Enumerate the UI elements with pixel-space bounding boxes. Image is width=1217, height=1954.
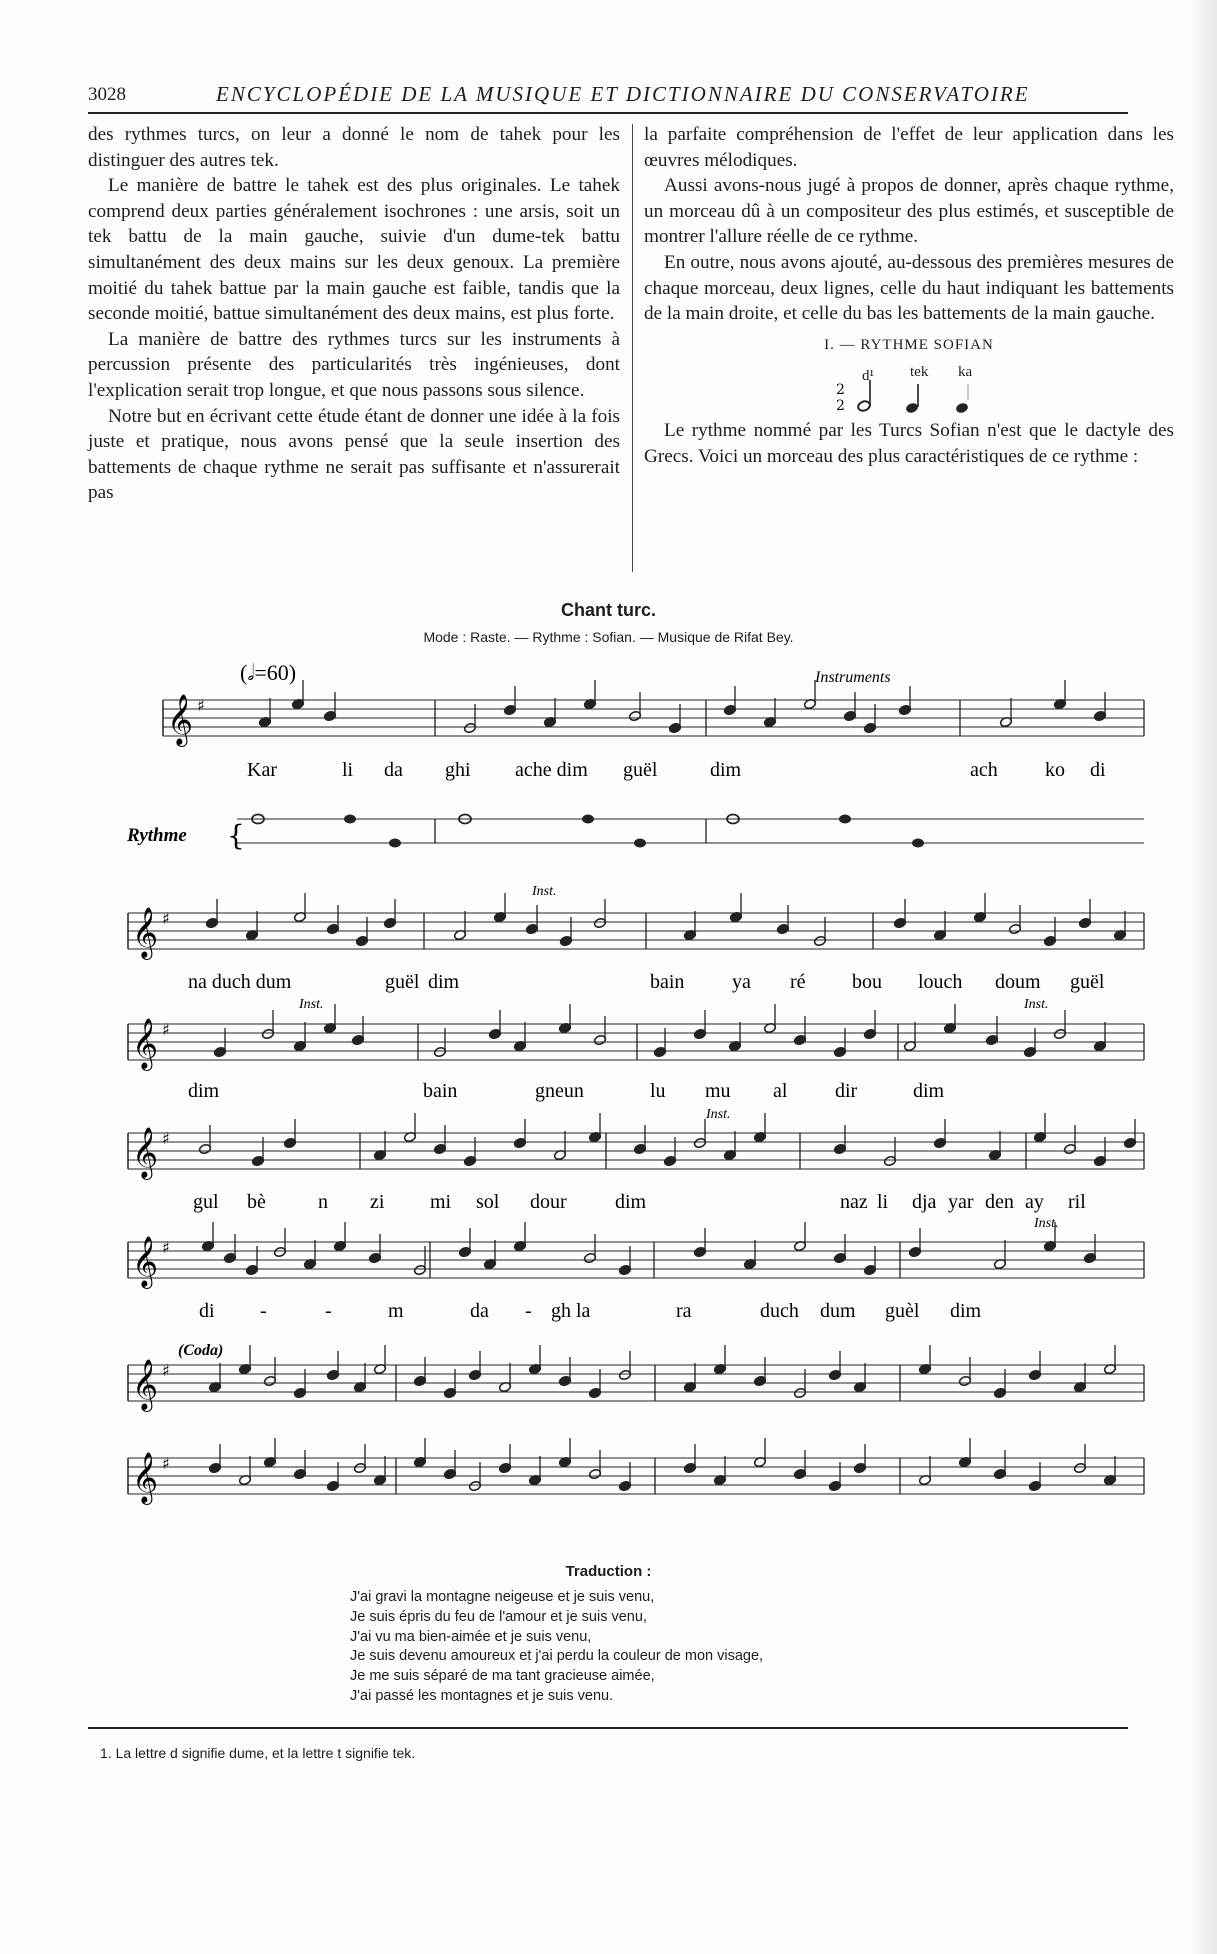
translation-line: Je suis épris du feu de l'amour et je suis venu,: [350, 1608, 647, 1625]
lyric-syllable: -: [325, 1300, 332, 1322]
lyric-syllable: gh la: [551, 1300, 591, 1322]
translation-line: Je me suis séparé de ma tant gracieuse aimée,: [350, 1668, 655, 1685]
treble-clef: 𝄞: [132, 1236, 159, 1287]
treble-clef: 𝄞: [132, 1452, 159, 1503]
lyric-syllable: louch: [918, 971, 963, 993]
lyric-syllable: dja: [912, 1191, 937, 1213]
inst-label: Inst.: [706, 1107, 731, 1122]
rhythm-heading: I. — RYTHME SOFIAN: [824, 336, 994, 353]
rhythm-quarter-note: [912, 839, 924, 848]
key-signature-sharp: ♯: [162, 1238, 170, 1257]
rhythm-quarter-note: [839, 815, 851, 824]
translation-title: Traduction :: [565, 1563, 652, 1580]
coda-label: (Coda): [178, 1342, 224, 1359]
lyric-syllable: li: [877, 1191, 889, 1213]
rhythm-figure: [834, 360, 1034, 418]
footnote: 1. La lettre d signifie dume, et la lettre t signifie tek.: [100, 1745, 416, 1761]
inst-label: Inst.: [1024, 997, 1049, 1012]
key-signature-sharp: ♯: [162, 909, 170, 928]
page-number: 3028: [88, 84, 126, 105]
chant-title: Chant turc.: [560, 600, 656, 620]
key-signature-sharp: ♯: [162, 1129, 170, 1148]
paragraph: Aussi avons-nous jugé à propos de donner, après chaque rythme, un morceau dû à un compositeur des plus estimés, et susceptible de montrer l'allure réelle de ce rythme.: [644, 175, 1174, 248]
lyric-syllable: n: [318, 1191, 328, 1213]
lyric-syllable: ril: [1068, 1191, 1086, 1213]
lyric-syllable: mi: [430, 1191, 452, 1213]
lyric-syllable: dim: [615, 1191, 647, 1213]
lyric-syllable: den: [985, 1191, 1014, 1213]
paragraph: La manière de battre des rythmes turcs sur les instruments à percussion présente des particularités très ingénieuses, dont l'explication serait trop longue, et que nous passons sous silence.: [88, 328, 620, 401]
running-title: ENCYCLOPÉDIE DE LA MUSIQUE ET DICTIONNAIRE DU CONSERVATOIRE: [216, 82, 1030, 106]
key-signature-sharp: ♯: [162, 1020, 170, 1039]
lyric-syllable: dim: [913, 1080, 945, 1102]
lyric-syllable: -: [525, 1300, 532, 1322]
inst-label: Inst.: [532, 884, 557, 899]
chant-subtitle: Mode : Raste. — Rythme : Sofian. — Musique de Rifat Bey.: [423, 629, 794, 645]
lyric-syllable: bain: [423, 1080, 458, 1102]
lyric-syllable: ghi: [445, 759, 471, 781]
lyric-syllable: ré: [790, 971, 806, 993]
left-column: [88, 122, 620, 506]
lyric-syllable: dim: [428, 971, 460, 993]
lyric-syllable: na duch dum: [188, 971, 292, 993]
rhythm-quarter-note: [582, 815, 594, 824]
quarter-note-head: [955, 402, 969, 415]
rythme-label: Rythme: [127, 825, 187, 846]
key-signature-sharp: ♯: [197, 696, 205, 715]
footnote-rule: [88, 1727, 1128, 1729]
lyric-syllable: di: [199, 1300, 215, 1322]
rhythm-label-d: d¹: [862, 368, 874, 385]
lyric-syllable: ach: [970, 759, 998, 781]
page-edge-shadow: [1190, 0, 1217, 1954]
lyric-syllable: da: [384, 759, 403, 781]
rhythm-label-ka: ka: [958, 364, 973, 381]
lyric-syllable: guël: [1070, 971, 1105, 993]
rhythm-quarter-note: [344, 815, 356, 824]
lyric-syllable: al: [773, 1080, 788, 1102]
treble-clef: 𝄞: [132, 1018, 159, 1069]
lyric-syllable: bou: [852, 971, 882, 993]
lyric-syllable: dim: [950, 1300, 982, 1322]
music-score: [0, 655, 1217, 1555]
quarter-note-head: [905, 402, 919, 415]
paragraph: En outre, nous avons ajouté, au-dessous des premières mesures de chaque morceau, deux lignes, celle du haut indiquant les battements de la main droite, et celle du bas les battements de la main gauche.: [644, 251, 1174, 325]
lyric-syllable: li: [342, 759, 354, 781]
translation-line: J'ai passé les montagnes et je suis venu.: [350, 1687, 614, 1704]
time-signature-bottom: 2: [836, 398, 845, 415]
lyric-syllable: m: [388, 1300, 404, 1322]
lyric-syllable: lu: [650, 1080, 666, 1102]
score-drawing: [128, 680, 1144, 1505]
lyric-syllable: guël: [623, 759, 658, 781]
right-column: [644, 122, 1174, 470]
lyric-syllable: yar: [948, 1191, 974, 1213]
running-header: [88, 82, 1128, 114]
rhythm-label-tek: tek: [910, 364, 929, 381]
translation-line: Je suis devenu amoureux et j'ai perdu la couleur de mon visage,: [350, 1648, 764, 1665]
lyric-syllable: ya: [732, 971, 751, 993]
lyric-syllable: gneun: [535, 1080, 584, 1102]
lyric-syllable: bè: [247, 1191, 266, 1213]
lyric-syllable: doum: [995, 971, 1041, 993]
treble-clef: 𝄞: [132, 907, 159, 958]
lyric-syllable: -: [260, 1300, 267, 1322]
translation-line: J'ai gravi la montagne neigeuse et je suis venu,: [350, 1589, 655, 1605]
rhythm-quarter-note: [389, 839, 401, 848]
lyric-syllable: dour: [530, 1191, 567, 1213]
treble-clef: 𝄞: [167, 694, 194, 745]
lyric-syllable: sol: [476, 1191, 500, 1213]
lyric-syllable: mu: [705, 1080, 731, 1102]
lyric-syllable: gul: [193, 1191, 219, 1213]
lyric-syllable: dim: [710, 759, 742, 781]
lyric-syllable: di: [1090, 759, 1106, 781]
time-signature-top: 2: [836, 382, 845, 399]
lyric-syllable: guël: [385, 971, 420, 993]
lyric-syllable: Kar: [247, 759, 277, 781]
treble-clef: 𝄞: [132, 1359, 159, 1410]
treble-clef: 𝄞: [132, 1127, 159, 1178]
paragraph: la parfaite compréhension de l'effet de leur application dans les œuvres mélodiques.: [644, 124, 1174, 171]
inst-label: Inst.: [1034, 1216, 1059, 1231]
column-divider: [632, 124, 633, 572]
lyric-syllable: ra: [676, 1300, 692, 1322]
translation-lines: [350, 1588, 763, 1707]
half-note-head: [857, 400, 871, 413]
lyric-syllable: duch: [760, 1300, 799, 1322]
lyric-syllable: dum: [820, 1300, 856, 1322]
key-signature-sharp: ♯: [162, 1361, 170, 1380]
key-signature-sharp: ♯: [162, 1454, 170, 1473]
rhythm-brace: {: [227, 819, 245, 852]
tempo-marking: (𝅗𝅥=60): [240, 660, 297, 685]
lyric-syllable: guèl: [885, 1300, 920, 1322]
inst-label: Inst.: [299, 997, 324, 1012]
paragraph: Le manière de battre le tahek est des plus originales. Le tahek comprend deux parties généralement isochrones : une arsis, soit un tek battu de la main gauche, suivie d'un dume-tek battu simultanément des deux mains sur les deux genoux. La première moitié du tahek battue par la main gauche est faible, tandis que la seconde moitié, battue simultanément des deux mains, est plus forte.: [88, 175, 620, 325]
lyric-syllable: ko: [1045, 759, 1065, 781]
lyric-syllable: dir: [835, 1080, 858, 1102]
translation-line: J'ai vu ma bien-aimée et je suis venu,: [350, 1628, 592, 1645]
lyric-syllable: ay: [1025, 1191, 1044, 1213]
lyric-syllable: ache dim: [515, 759, 588, 781]
paragraph: Le rythme nommé par les Turcs Sofian n'est que le dactyle des Grecs. Voici un morceau des plus caractéristiques de ce rythme :: [644, 420, 1174, 467]
lyric-syllable: da: [470, 1300, 489, 1322]
lyric-syllable: bain: [650, 971, 685, 993]
paragraph: des rythmes turcs, on leur a donné le nom de tahek pour les distinguer des autres tek.: [88, 124, 620, 171]
lyric-syllable: naz: [840, 1191, 868, 1213]
instruments-label: Instruments: [815, 669, 891, 686]
rhythm-notation: [834, 360, 1034, 418]
paragraph: Notre but en écrivant cette étude étant de donner une idée à la fois juste et pratique, nous avons pensé que la seule insertion des battements de chaque rythme ne serait pas suffisante et n'assurerait pas: [88, 405, 620, 504]
rhythm-quarter-note: [634, 839, 646, 848]
lyric-syllable: zi: [370, 1191, 385, 1213]
lyric-syllable: dim: [188, 1080, 220, 1102]
